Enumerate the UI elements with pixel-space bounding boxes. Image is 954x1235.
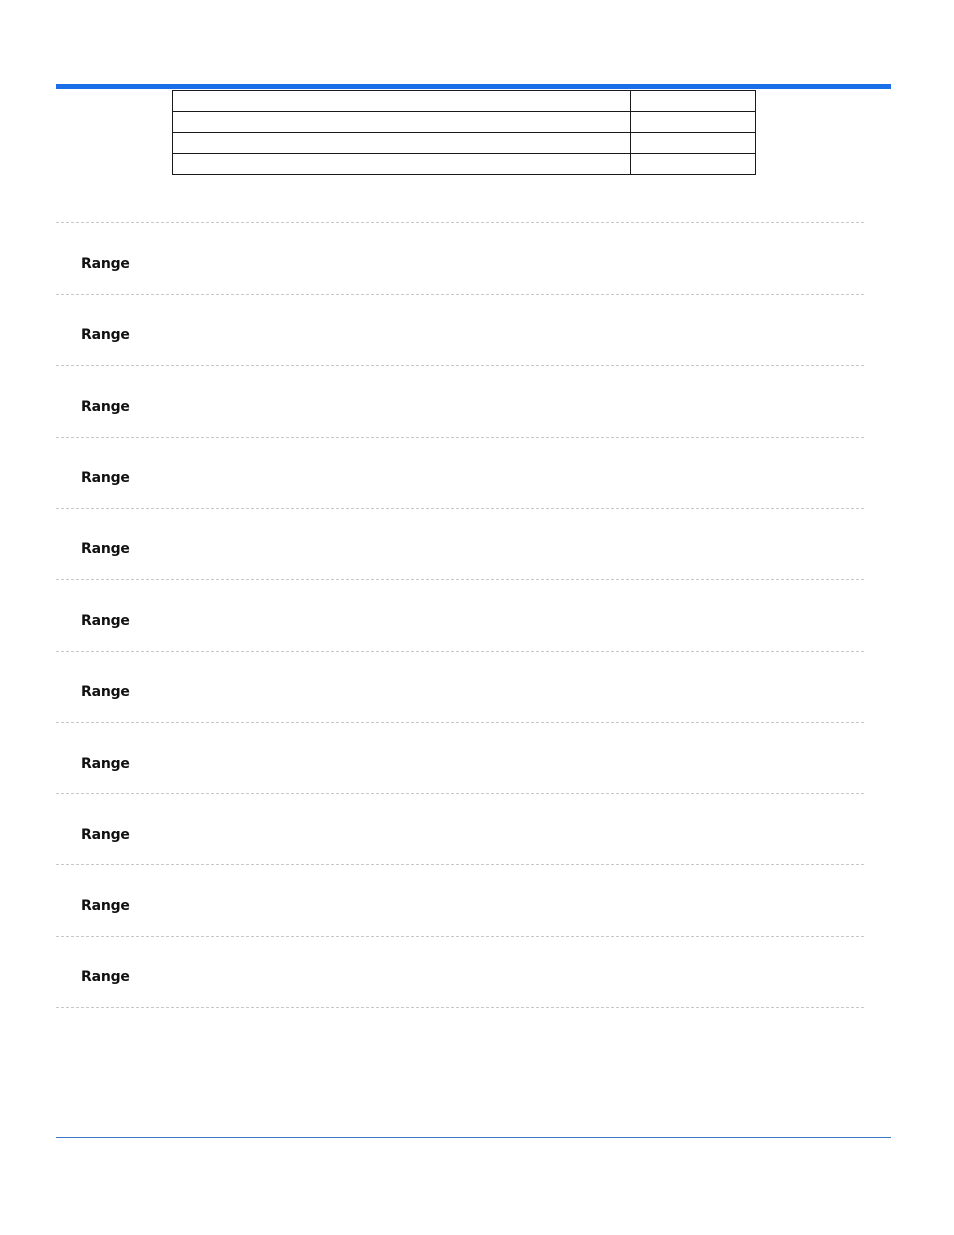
section-divider	[56, 508, 864, 509]
section-divider	[56, 365, 864, 366]
table-row	[173, 154, 756, 175]
range-label: Range	[81, 399, 130, 415]
range-label: Range	[81, 256, 130, 272]
table-row	[173, 133, 756, 154]
section-divider	[56, 936, 864, 937]
section-divider	[56, 437, 864, 438]
footer-rule	[56, 1137, 891, 1138]
data-table	[172, 90, 756, 175]
range-label: Range	[81, 756, 130, 772]
header-rule	[56, 84, 891, 89]
section-divider	[56, 722, 864, 723]
section-divider	[56, 864, 864, 865]
table-cell	[173, 133, 631, 154]
range-label: Range	[81, 541, 130, 557]
range-label: Range	[81, 827, 130, 843]
table-cell	[631, 112, 756, 133]
table-cell	[173, 91, 631, 112]
table-cell	[173, 112, 631, 133]
table-cell	[631, 154, 756, 175]
section-divider	[56, 579, 864, 580]
range-label: Range	[81, 470, 130, 486]
range-label: Range	[81, 613, 130, 629]
section-divider	[56, 1007, 864, 1008]
section-divider	[56, 222, 864, 223]
section-divider	[56, 294, 864, 295]
range-label: Range	[81, 684, 130, 700]
range-label: Range	[81, 327, 130, 343]
range-label: Range	[81, 898, 130, 914]
section-divider	[56, 651, 864, 652]
range-label: Range	[81, 969, 130, 985]
section-divider	[56, 793, 864, 794]
table-cell	[631, 133, 756, 154]
table-row	[173, 91, 756, 112]
table-cell	[173, 154, 631, 175]
table-row	[173, 112, 756, 133]
table-cell	[631, 91, 756, 112]
